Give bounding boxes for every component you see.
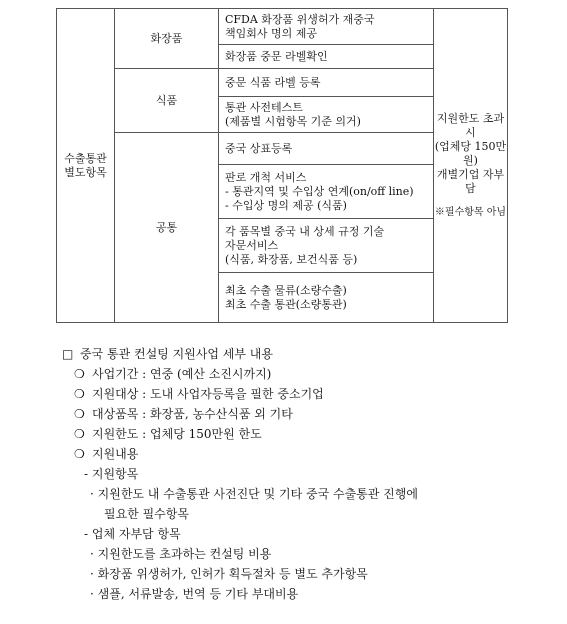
self-pay-item: · 샘플, 서류발송, 번역 등 기타 부대비용	[90, 587, 299, 601]
self-pay-item: · 화장품 위생허가, 인허가 획득절차 등 별도 추가항목	[90, 567, 368, 581]
list-item	[62, 364, 418, 384]
support-items-heading: - 지원항목	[84, 467, 139, 481]
support-item-line: · 지원한도 내 수출통관 사전진단 및 기타 중국 수출통관 진행에	[90, 487, 418, 501]
support-items-table	[56, 8, 508, 323]
list-item-content: 지원내용	[92, 447, 139, 461]
common-item-advisory: 각 품목별 중국 내 상세 규정 기술 자문서비스 (식품, 화장품, 보건식품 등)	[225, 224, 385, 266]
circle-bullet-icon: ❍	[74, 367, 85, 381]
food-group-cell	[115, 69, 219, 133]
food-item-label: 중문 식품 라벨 등록	[225, 75, 321, 89]
table-row	[219, 133, 434, 165]
common-item-logistics: 최초 수출 물류(소량수출) 최초 수출 통관(소량통관)	[225, 283, 347, 311]
category-label: 수출통관 별도항목	[64, 151, 107, 179]
table-row	[219, 165, 434, 219]
list-item-period: 사업기간 : 연중 (예산 소진시까지)	[92, 367, 272, 381]
details-section	[62, 344, 418, 604]
section-title-text: 중국 통관 컨설팅 지원사업 세부 내용	[80, 347, 273, 361]
circle-bullet-icon: ❍	[74, 407, 85, 421]
common-group-cell	[115, 133, 219, 323]
support-item-line: 필요한 필수항목	[104, 507, 189, 521]
list-item-limit: 지원한도 : 업체당 150만원 한도	[92, 427, 262, 441]
food-group-label: 식품	[155, 93, 178, 107]
self-pay-item: · 지원한도를 초과하는 컨설팅 비용	[90, 547, 272, 561]
list-item	[62, 384, 418, 404]
list-item	[62, 424, 418, 444]
common-item-market: 판로 개척 서비스 - 통관지역 및 수입상 연계(on/off line) - 수입상 명의 제공 (식품)	[225, 170, 414, 212]
circle-bullet-icon: ❍	[74, 387, 85, 401]
common-group-label: 공통	[155, 220, 178, 234]
table-row	[219, 9, 434, 45]
side-note-text: 지원한도 초과시 (업체당 150만원) 개별기업 자부담	[434, 111, 507, 195]
circle-bullet-icon: ❍	[74, 427, 85, 441]
table-row	[219, 273, 434, 323]
list-item	[62, 404, 418, 424]
table-row	[219, 219, 434, 273]
list-item-products: 대상품목 : 화장품, 농수산식품 외 기타	[92, 407, 293, 421]
common-item-trademark: 중국 상표등록	[225, 141, 293, 155]
list-item	[62, 444, 418, 464]
category-cell	[57, 9, 115, 323]
list-item-target: 지원대상 : 도내 사업자등록을 필한 중소기업	[92, 387, 324, 401]
table-row	[219, 69, 434, 97]
side-mandatory-note: ※필수항목 아님	[434, 206, 507, 218]
circle-bullet-icon: ❍	[74, 447, 85, 461]
side-note-cell	[434, 9, 508, 323]
cosmetics-group-label: 화장품	[150, 31, 183, 45]
table-row	[219, 97, 434, 133]
section-title	[62, 344, 418, 364]
food-item-pretest: 통관 사전테스트 (제품별 시험항목 기준 의거)	[225, 100, 361, 128]
table-row	[219, 45, 434, 69]
self-pay-heading: - 업체 자부담 항목	[84, 527, 181, 541]
cosmetics-item-cfda: CFDA 화장품 위생허가 재중국 책임회사 명의 제공	[225, 12, 375, 40]
cosmetics-item-label: 화장품 중문 라벨확인	[225, 49, 328, 63]
square-bullet-icon: □	[62, 347, 74, 361]
cosmetics-group-cell	[115, 9, 219, 69]
